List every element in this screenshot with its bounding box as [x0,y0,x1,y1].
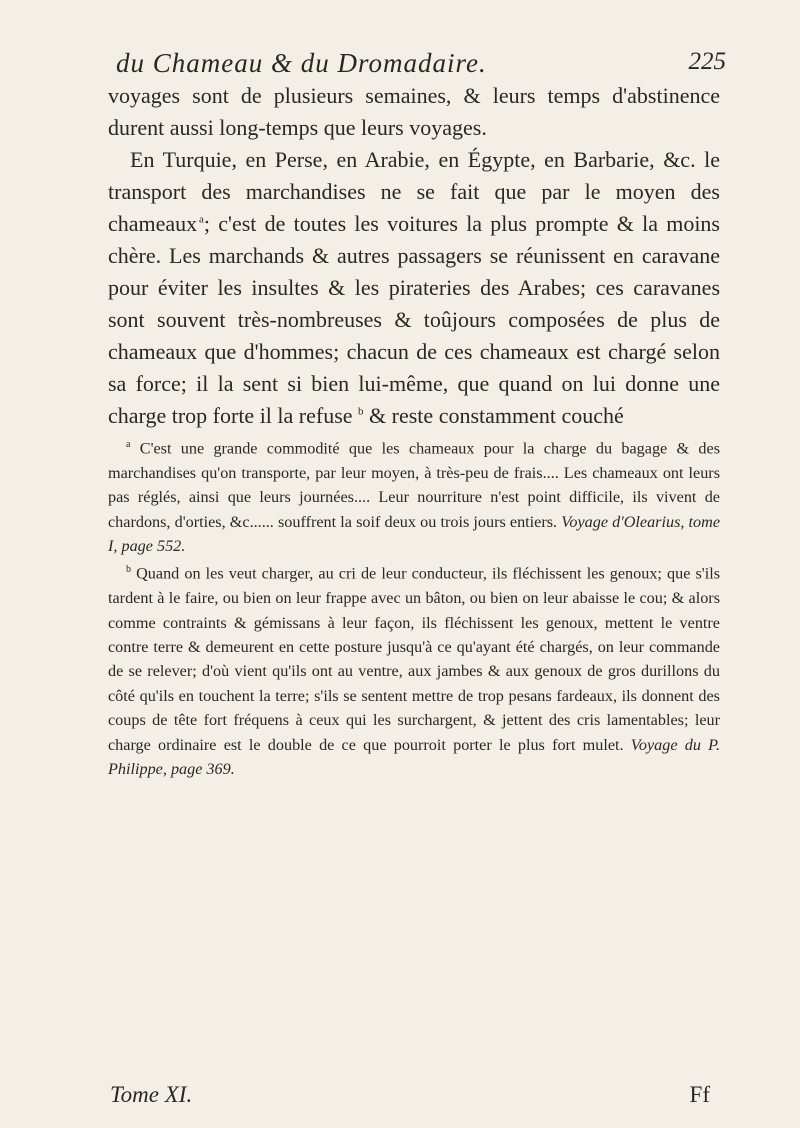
footnote-b [108,558,720,781]
paragraph-2-text-c: & reste constamment couché [369,403,624,428]
signature-line [110,1082,720,1114]
footnote-b-text: Quand on les veut charger, au cri de leur conducteur, ils fléchissent les genoux; que s'ils tardent à le faire, ou bien on leur frappe avec un bâton, ou bien on leur abaisse le cou; & alors comme contraints & gémissans à leur façon, ils fléchissent les genoux, mettent le ventre contre terre & demeurent en cette posture jusqu'à ce qu'ayant été chargés, on leur commande de se relever; d'où vient qu'ils ont au ventre, aux jambes & aux genoux de gros durillons du côté qu'ils en touchent la terre; s'ils se sentent mettre de trop pesans fardeaux, ils donnent des coups de tête fort fréquens à ceux qui les surchargent, & jettent des cris lamentables; leur charge ordinaire est le double de ce que pourroit porter le plus fort mulet. [108,564,721,754]
footnote-a [108,433,720,558]
running-title: du Chameau & du Dromadaire. [116,48,487,78]
paragraph-1 [108,80,720,144]
footnote-a-text: C'est une grande commodité que les chameaux pour la charge du bagage & des marchandises qu'on transporte, par leur moyen, à très-peu de frais.... Les chameaux ont leurs pas réglés, ainsi que leurs journées.... Leur nourriture n'est point difficile, ils vivent de chardons, d'orties, &c...... souffrent la soif deux ou trois jours entiers. [108,439,721,531]
signature-mark: Ff [689,1082,710,1107]
footnote-a-mark: a [126,439,131,450]
footnote-b-reference: Voyage du P. Philippe, page 369. [108,735,721,779]
paragraph-2-text-b: ; c'est de toutes les voitures la plus prompte & la moins chère. Les marchands & autres passagers se réunissent en caravane pour éviter les insultes & les pirateries des Arabes; ces caravanes sont souvent très-nombreuses & toûjours composées de plus de chameaux que d'hommes; chacun de ces chameaux est chargé selon sa force; il la sent si bien lui-même, que quand on lui donne une charge trop forte il la refuse [108,211,720,428]
footnote-a-reference: Voyage d'Olearius, tome I, page 552. [108,512,721,556]
paragraph-1-text: voyages sont de plusieurs semaines, & leurs temps d'abstinence durent aussi long-temps que leurs voyages. [108,83,720,140]
paragraph-2 [108,144,720,432]
footnote-b-mark: b [126,564,131,576]
paragraph-2-text-a: En Turquie, en Perse, en Arabie, en Égypte, en Barbarie, &c. le transport des marchandises ne se fait que par le moyen des chameaux [108,147,720,236]
footnote-ref-a: a [199,213,204,226]
main-text [108,80,720,432]
running-header [96,48,726,82]
volume-label: Tome XI. [110,1082,193,1107]
footnote-ref-b: b [358,405,364,418]
page-number: 225 [688,48,726,75]
footnotes [108,433,720,781]
